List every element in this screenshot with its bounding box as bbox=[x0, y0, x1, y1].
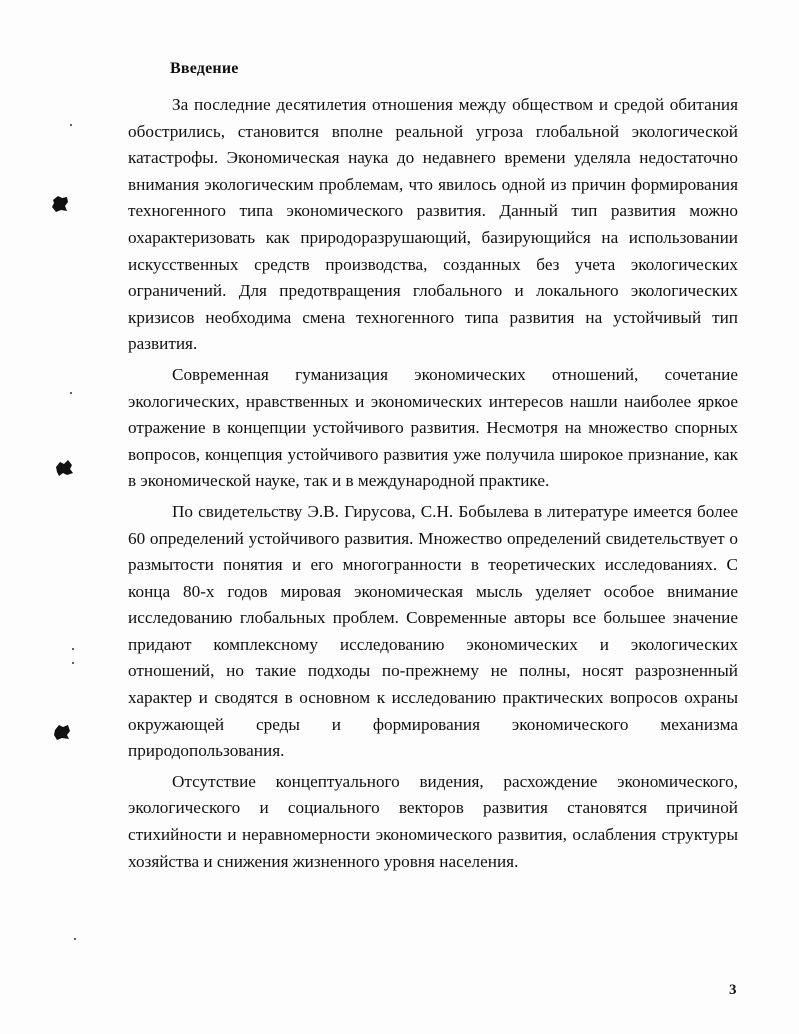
page-number: 3 bbox=[729, 982, 737, 998]
scan-speck bbox=[72, 648, 74, 650]
scan-speck bbox=[70, 392, 72, 394]
binder-hole-mark bbox=[52, 722, 72, 742]
paragraph: Отсутствие концептуального видения, расхождение экономического, экологического и социального векторов развития становятся причиной стихийности и неравномерности экономического развития, ослабления структуры хозяйства и снижения жизненного уровня населения. bbox=[128, 771, 738, 871]
scan-speck bbox=[72, 662, 74, 664]
scan-speck bbox=[74, 938, 76, 940]
binder-hole-mark bbox=[54, 458, 74, 478]
scan-speck bbox=[70, 124, 72, 126]
body-text bbox=[128, 92, 738, 875]
section-heading: Введение bbox=[170, 60, 239, 77]
paragraph: За последние десятилетия отношения между обществом и средой обитания обострились, становится вполне реальной угроза глобальной экологической катастрофы. Экономическая наука до недавнего времени уделяла недостаточно внимания экологическим проблемам, что явилось одной из причин формирования техногенного типа экономического развития. Данный тип развития можно охарактеризовать как природоразрушающий, базирующийся на использовании искусственных средств производства, созданных без учета экологических ограничений. Для предотвращения глобального и локального экологических кризисов необходима смена техногенного типа развития на устойчивый тип развития. bbox=[128, 95, 738, 354]
binder-hole-mark bbox=[50, 194, 70, 214]
paragraph: Современная гуманизация экономических отношений, сочетание экологических, нравственных и экономических интересов нашли наиболее яркое отражение в концепции устойчивого развития. Несмотря на множество спорных вопросов, концепция устойчивого развития уже получила широкое признание, как в экономической науке, так и в международной практике. bbox=[128, 364, 738, 491]
paragraph: По свидетельству Э.В. Гирусова, С.Н. Бобылева в литературе имеется более 60 определений устойчивого развития. Множество определений свидетельствует о размытости понятия и его многогранности в теоретических исследованиях. С конца 80-х годов мировая экономическая мысль уделяет особое внимание исследованию глобальных проблем. Современные авторы все большее значение придают комплексному исследованию экономических и экологических отношений, но такие подходы по-прежнему не полны, носят разрозненный характер и сводятся в основном к исследованию практических вопросов охраны окружающей среды и формирования экономического механизма природопользования. bbox=[128, 501, 738, 761]
